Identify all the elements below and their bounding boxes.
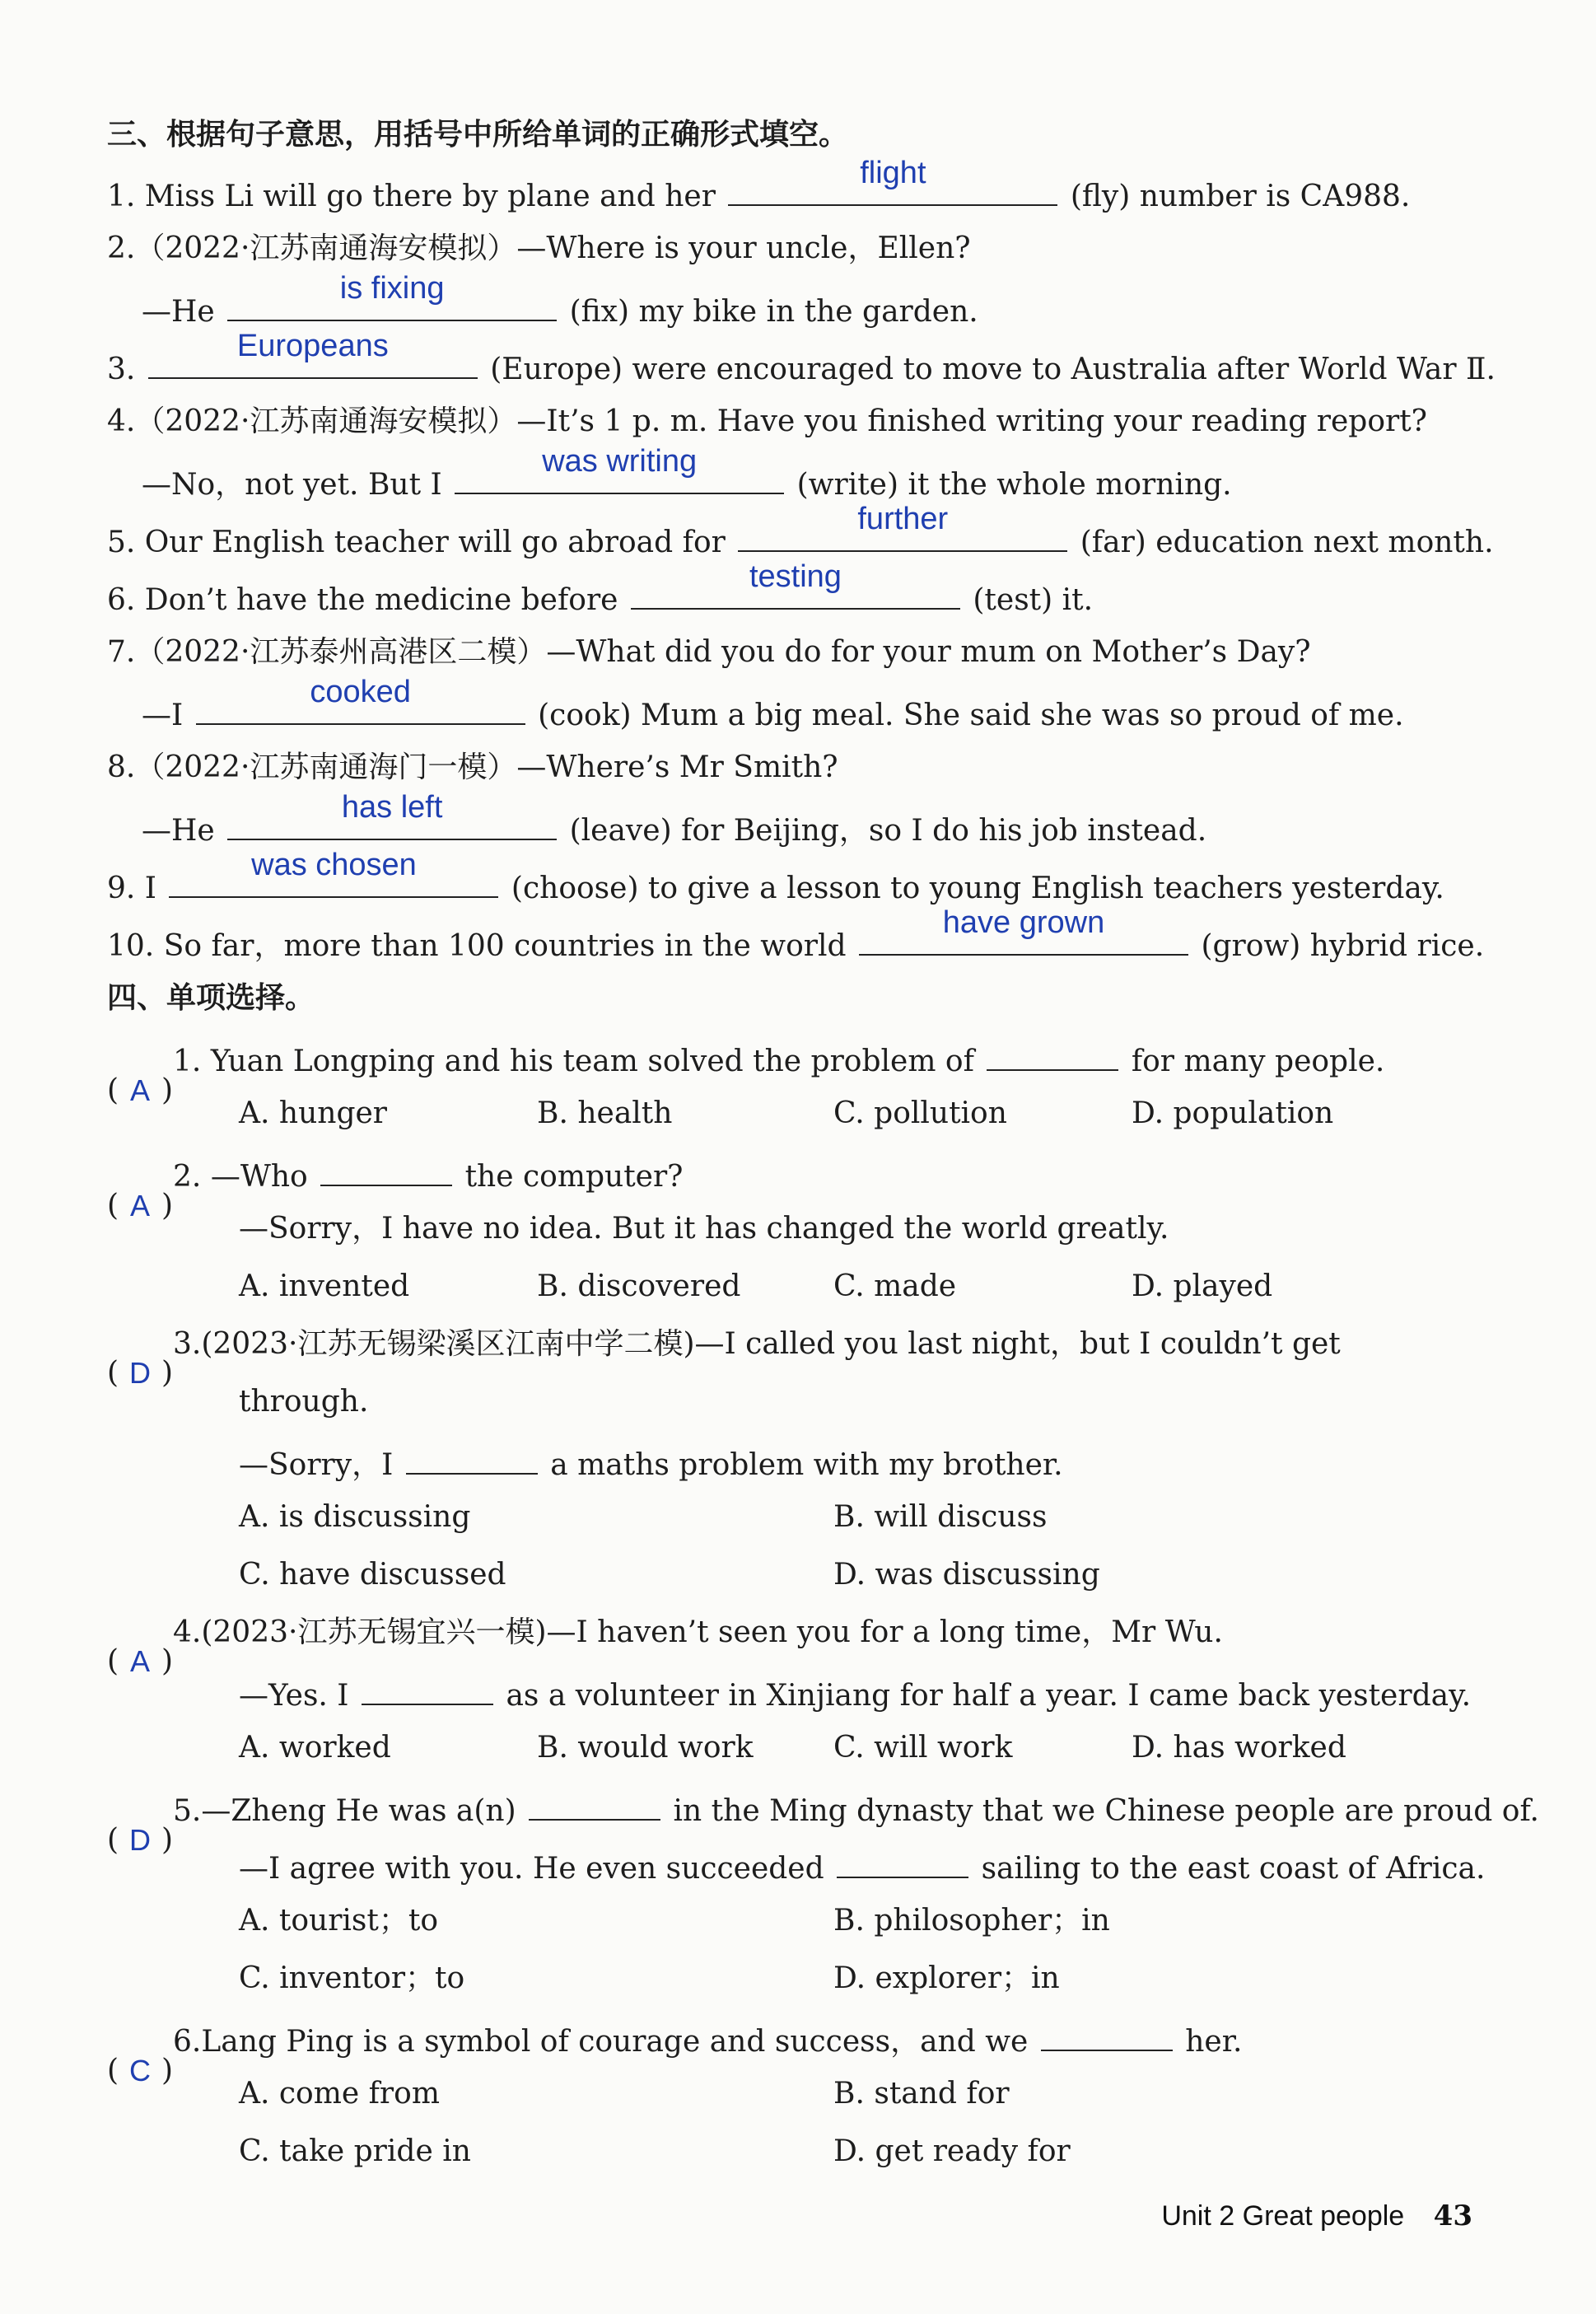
q3-4-stem: 4.（2022·江苏南通海安模拟）—It’s 1 p. m. Have you finished writing your reading report? <box>107 404 1427 438</box>
answer-blank[interactable]: is fixing <box>227 287 557 321</box>
answer-blank[interactable]: flight <box>728 171 1057 206</box>
option-b[interactable]: B. health <box>537 1096 673 1130</box>
answer-blank[interactable]: further <box>738 517 1067 552</box>
mc-question-1: ( A ) 1. Yuan Longping and his team solved the problem of for many people. <box>107 1036 1384 1082</box>
option-b[interactable]: B. philosopher；in <box>833 1904 1110 1938</box>
answer-blank <box>320 1152 452 1186</box>
answer-blank <box>837 1844 968 1878</box>
option-c[interactable]: C. have discussed <box>239 1558 506 1592</box>
page-footer <box>1161 2199 1472 2232</box>
answer-blank <box>987 1036 1118 1071</box>
q3-4-answer: —No，not yet. But I was writing (write) it the whole morning. <box>142 444 1232 502</box>
answer-blank <box>362 1671 493 1705</box>
answer-blank[interactable]: was chosen <box>169 863 498 898</box>
answer-blank[interactable]: testing <box>631 575 960 610</box>
option-a[interactable]: A. invented <box>239 1269 410 1303</box>
option-c[interactable]: C. take pride in <box>239 2134 471 2168</box>
q3-8-stem: 8.（2022·江苏南通海门一模）—Where’s Mr Smith? <box>107 750 838 784</box>
unit-label: Unit 2 <box>1161 2200 1235 2232</box>
q3-1: 1. Miss Li will go there by plane and her flight (fly) number is CA988. <box>107 156 1411 213</box>
option-a[interactable]: A. worked <box>239 1731 391 1765</box>
q3-8-answer: —He has left (leave) for Beijing，so I do his job instead. <box>142 790 1207 848</box>
q3-7-stem: 7.（2022·江苏泰州高港区二模）—What did you do for your mum on Mother’s Day? <box>107 635 1311 669</box>
section3-title: 三、根据句子意思，用括号中所给单词的正确形式填空。 <box>107 118 849 152</box>
option-b[interactable]: B. would work <box>537 1731 754 1765</box>
q3-3: 3. Europeans (Europe) were encouraged to move to Australia after World War Ⅱ. <box>107 329 1496 386</box>
q3-2-stem: 2.（2022·江苏南通海安模拟）—Where is your uncle，Ellen? <box>107 231 971 265</box>
unit-title: Great people <box>1242 2200 1405 2232</box>
mc-question-2: ( A ) 2. —Who the computer? <box>107 1152 683 1197</box>
option-a[interactable]: A. hunger <box>239 1096 387 1130</box>
mc-question-5: ( D ) 5.—Zheng He was a(n) in the Ming dynasty that we Chinese people are proud of. <box>107 1786 1539 1831</box>
option-c[interactable]: C. will work <box>833 1731 1013 1765</box>
q3-5: 5. Our English teacher will go abroad for further (far) education next month. <box>107 502 1494 559</box>
option-b[interactable]: B. discovered <box>537 1269 741 1303</box>
option-d[interactable]: D. explorer；in <box>833 1961 1060 1995</box>
answer-blank[interactable]: have grown <box>859 921 1188 956</box>
option-d[interactable]: D. was discussing <box>833 1558 1100 1592</box>
q3-6: 6. Don’t have the medicine before testing (test) it. <box>107 559 1094 617</box>
option-b[interactable]: B. will discuss <box>833 1500 1048 1534</box>
question-line: through. <box>239 1385 369 1419</box>
option-d[interactable]: D. get ready for <box>833 2134 1071 2168</box>
option-b[interactable]: B. stand for <box>833 2077 1010 2111</box>
option-c[interactable]: C. inventor；to <box>239 1961 465 1995</box>
option-c[interactable]: C. pollution <box>833 1096 1007 1130</box>
answer-blank[interactable]: has left <box>227 806 557 840</box>
option-d[interactable]: D. has worked <box>1132 1731 1346 1765</box>
mc-question-6: ( C ) 6.Lang Ping is a symbol of courage and success，and we her. <box>107 2017 1242 2062</box>
answer-blank <box>406 1440 538 1475</box>
answer-blank <box>529 1786 660 1821</box>
answer-blank[interactable]: Europeans <box>148 344 478 379</box>
mc-question-3: ( D ) 3.(2023·江苏无锡梁溪区江南中学二模)—I called you last night，but I couldn’t get <box>107 1327 1341 1390</box>
q3-2-answer: —He is fixing (fix) my bike in the garden. <box>142 271 978 329</box>
section4-title: 四、单项选择。 <box>107 981 315 1015</box>
question-line: —Yes. I as a volunteer in Xinjiang for half a year. I came back yesterday. <box>239 1671 1471 1716</box>
answer-blank <box>1041 2017 1173 2051</box>
option-a[interactable]: A. come from <box>239 2077 440 2111</box>
mc-question-4: ( A ) 4.(2023·江苏无锡宜兴一模)—I haven’t seen you for a long time，Mr Wu. <box>107 1615 1223 1678</box>
page-number: 43 <box>1433 2199 1472 2232</box>
answer-blank[interactable]: cooked <box>196 690 525 725</box>
q3-7-answer: —I cooked (cook) Mum a big meal. She said she was so proud of me. <box>142 675 1404 732</box>
option-a[interactable]: A. is discussing <box>239 1500 471 1534</box>
answer-blank[interactable]: was writing <box>455 460 784 494</box>
question-line: —Sorry，I have no idea. But it has changed the world greatly. <box>239 1212 1169 1246</box>
option-d[interactable]: D. played <box>1132 1269 1273 1303</box>
option-d[interactable]: D. population <box>1132 1096 1334 1130</box>
question-line: —Sorry，I a maths problem with my brother. <box>239 1440 1063 1485</box>
q3-10: 10. So far，more than 100 countries in the world have grown (grow) hybrid rice. <box>107 905 1485 963</box>
question-line: —I agree with you. He even succeeded sailing to the east coast of Africa. <box>239 1844 1485 1889</box>
q3-9: 9. I was chosen (choose) to give a lesson to young English teachers yesterday. <box>107 848 1444 905</box>
option-c[interactable]: C. made <box>833 1269 957 1303</box>
option-a[interactable]: A. tourist；to <box>239 1904 439 1938</box>
